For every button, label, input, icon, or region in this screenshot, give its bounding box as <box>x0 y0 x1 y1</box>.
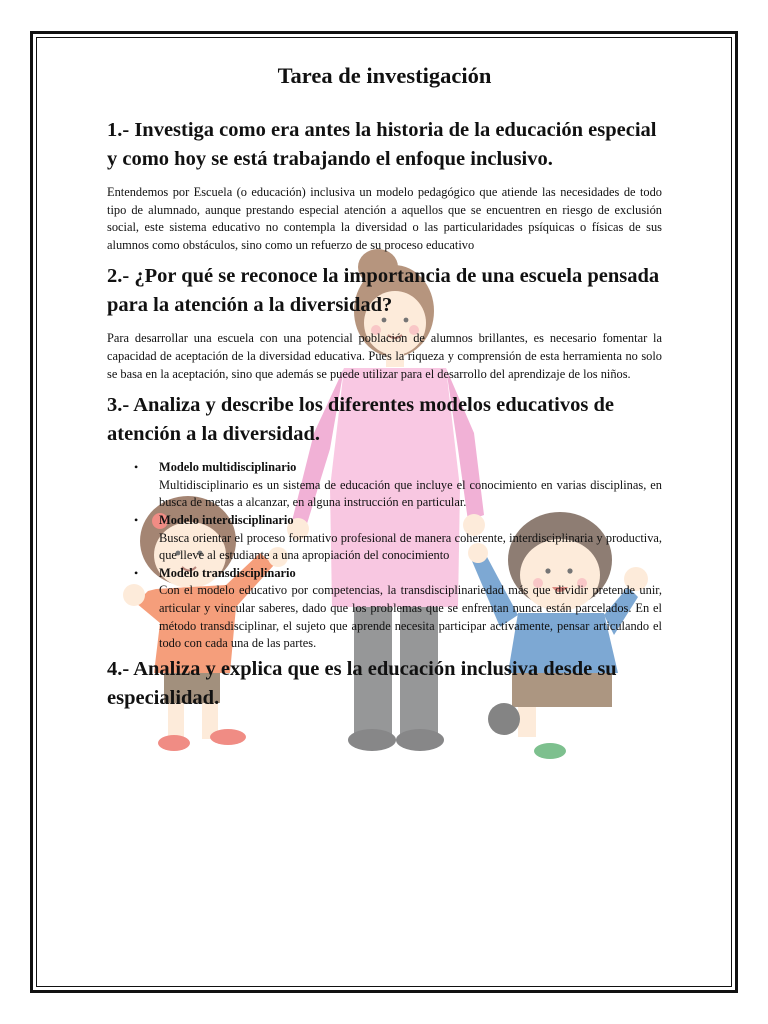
bullet-icon: • <box>134 565 139 580</box>
models-list <box>107 459 662 653</box>
list-item-text: Multidisciplinario es un sistema de educación que incluye el conocimiento en varias disciplinas, en busca de metas a alcanzar, en alguna instrucción en particular. <box>159 477 662 510</box>
section-3-heading: 3.- Analiza y describe los diferentes modelos educativos de atención a la diversidad. <box>107 394 614 446</box>
section-1-paragraph: Entendemos por Escuela (o educación) inclusiva un modelo pedagógico que atiende las necesidades de todo tipo de alumnado, aunque prestando especial atención a aquellos que se encuentren en riesgo de exclusión social, este sistema educativo no contempla la diversidad o las particularidades psíquicas o físicas de sus alumnos como obstáculos, sino como un refuerzo de su proceso educativo <box>107 185 662 252</box>
list-item-text: Busca orientar el proceso formativo profesional de manera coherente, interdisciplinaria y productiva, que lleve al estudiante a una apropiación del conocimiento <box>159 530 662 563</box>
section-2-paragraph: Para desarrollar una escuela con una potencial población de alumnos brillantes, es necesario fomentar la capacidad de aceptación de la diversidad educativa. Pues la riqueza y comprensión de esta herramienta no solo se basa en la aceptación, sino que además se puede utilizar para el desarrollo del aprendizaje de los niños. <box>107 331 662 381</box>
list-item <box>134 512 662 565</box>
page-title: Tarea de investigación <box>277 63 492 88</box>
section-4-heading: 4.- Analiza y explica que es la educación inclusiva desde su especialidad. <box>107 657 617 709</box>
bullet-icon: • <box>134 460 139 475</box>
bullet-icon: • <box>134 512 139 527</box>
list-item-title: Modelo transdisciplinario <box>159 565 296 580</box>
list-item-text: Con el modelo educativo por competencias, la transdisciplinariedad más que dividir pretende unir, articular y vincular saberes, dado que los problemas que se enfrentan nunca están parcelados. En el método transdisciplinar, el sujeto que aprende necesita participar activamente, pensar articulando el todo con cada una de las partes. <box>159 583 662 651</box>
list-item-title: Modelo multidisciplinario <box>159 460 297 475</box>
section-2-heading: 2.- ¿Por qué se reconoce la importancia de una escuela pensada para la atención a la diversidad? <box>107 265 660 317</box>
list-item <box>134 565 662 653</box>
section-1-heading: 1.- Investiga como era antes la historia de la educación especial y como hoy se está trabajando el enfoque inclusivo. <box>107 119 657 170</box>
list-item <box>134 459 662 512</box>
document-body <box>107 62 662 723</box>
list-item-title: Modelo interdisciplinario <box>159 512 294 527</box>
